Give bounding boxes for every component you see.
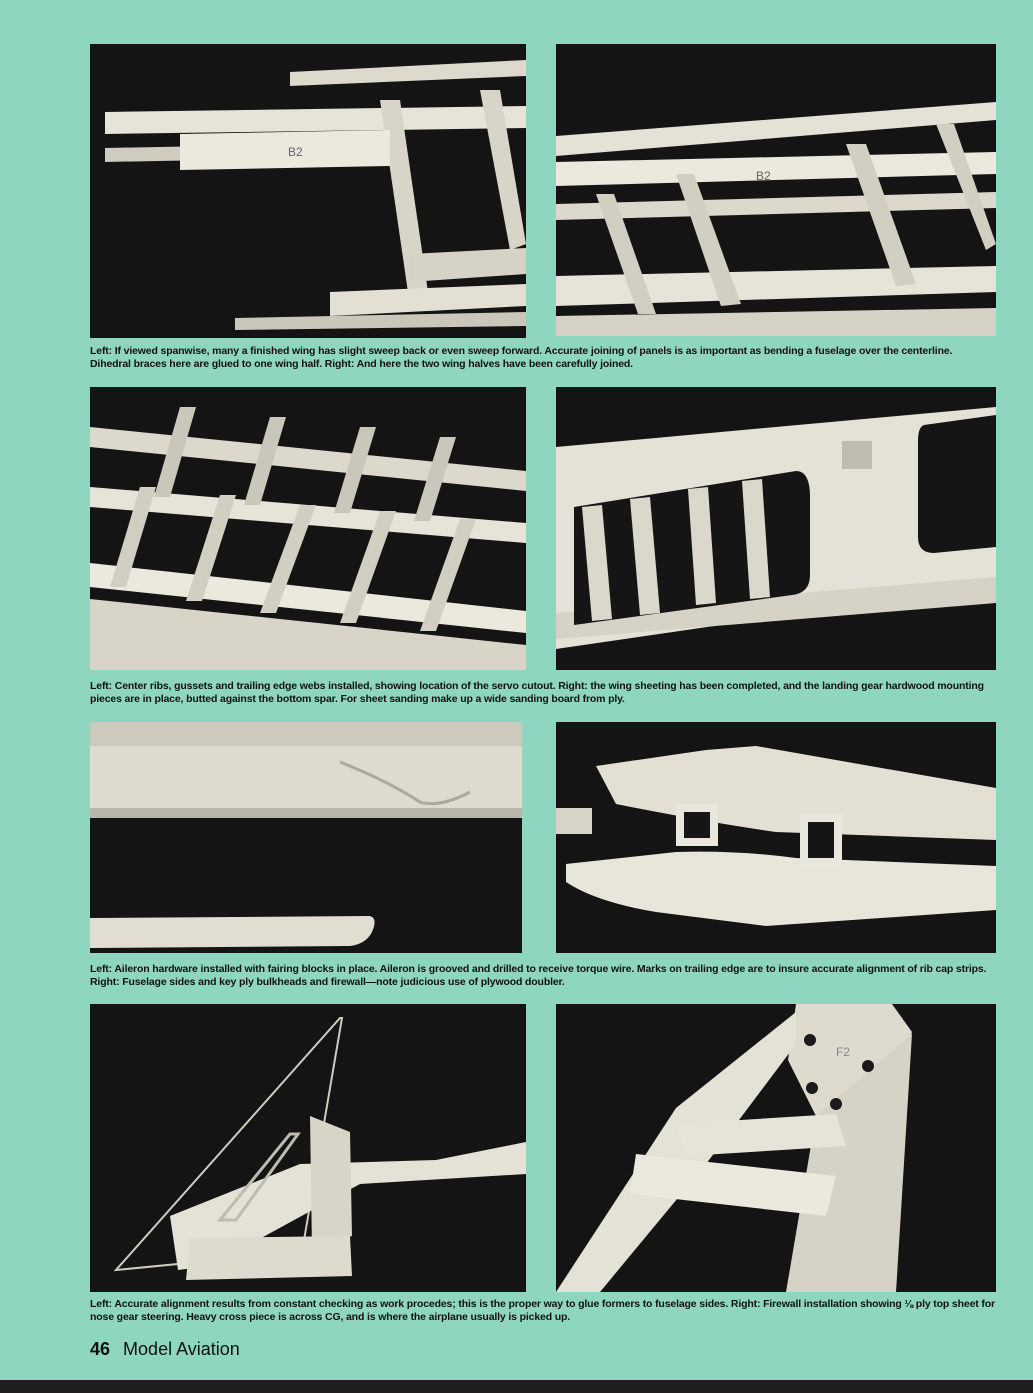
- photo-former-alignment: [90, 1004, 526, 1292]
- page-footer: [90, 1339, 240, 1360]
- wing-label-b2: B2: [288, 145, 303, 159]
- magazine-name: Model Aviation: [123, 1339, 240, 1359]
- center-ribs-illustration: [90, 387, 526, 670]
- caption-row-3: Left: Aileron hardware installed with fairing blocks in place. Aileron is grooved and drilled to receive torque wire. Marks on trailing edge are to insure accurate alignment of rib cap strips. Right: Fuselage sides and key ply bulkheads and firewall—note judicious use of plywood doubler.: [90, 963, 987, 988]
- caption-row-2: Left: Center ribs, gussets and trailing edge webs installed, showing location of the servo cutout. Right: the wing sheeting has been completed, and the landing gear hardwood mounting pieces are in place, butted against the bottom spar. For sheet sanding make up a wide sanding board from ply.: [90, 680, 984, 705]
- photo-wing-dihedral-braces: [90, 44, 526, 338]
- wing-joined-illustration: [556, 44, 996, 336]
- photo-aileron-hardware: [90, 722, 522, 953]
- photo-wing-halves-joined: [556, 44, 996, 336]
- page-number: 46: [90, 1339, 111, 1359]
- caption-row-4: Left: Accurate alignment results from constant checking as work procedes; this is the proper way to glue formers to fuselage sides. Right: Firewall installation showing ⅛ ply top sheet for nose gear steering. Heavy cross piece is across CG, and is where the airplane usually is picked up.: [90, 1298, 995, 1323]
- caption-row-1: Left: If viewed spanwise, many a finished wing has slight sweep back or even sweep forward. Accurate joining of panels is as important as bending a fuselage over the centerline. Dihedral braces here are glued to one wing half. Right: And here the two wing halves have been carefully joined.: [90, 345, 953, 370]
- former-alignment-illustration: [90, 1004, 526, 1292]
- fuselage-sides-illustration: [556, 722, 996, 953]
- wing-label-b2-right: B2: [756, 169, 771, 183]
- photo-fuselage-sides: [556, 722, 996, 953]
- firewall-illustration: [556, 1004, 996, 1292]
- aileron-illustration: [90, 722, 522, 953]
- firewall-label-f2: F2: [836, 1045, 851, 1059]
- photo-center-ribs: [90, 387, 526, 670]
- photo-firewall-installation: [556, 1004, 996, 1292]
- wing-panel-illustration: [90, 44, 526, 338]
- page-bottom-edge: [0, 1380, 1033, 1393]
- wing-sheeting-illustration: [556, 387, 996, 670]
- photo-wing-sheeting: [556, 387, 996, 670]
